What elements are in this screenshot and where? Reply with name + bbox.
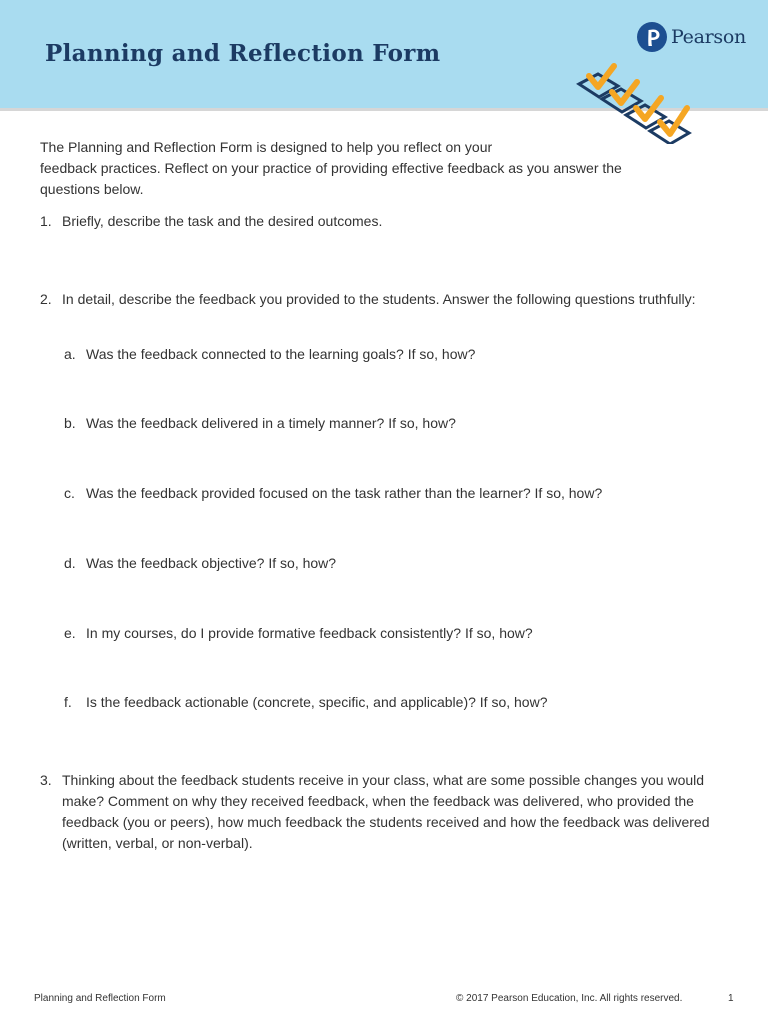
- question-text: Thinking about the feedback students receive in your class, what are some possible changes you would make? Comment on why they received feedback, when the feedback was delivered, who provided the feedback (you or peers), how much feedback the students received and how the feedback was delivered (written, verbal, or non-verbal).: [62, 772, 710, 851]
- subquestion-letter: e.: [64, 625, 76, 641]
- page-title: Planning and Reflection Form: [45, 40, 441, 67]
- subquestion-a: [64, 344, 744, 365]
- brand-name: Pearson: [671, 26, 746, 48]
- subquestion-letter: c.: [64, 485, 75, 501]
- brand: [637, 21, 746, 53]
- intro-line: feedback practices. Reflect on your practice of providing effective feedback as you answer the: [40, 160, 622, 176]
- intro-paragraph: [40, 137, 710, 200]
- subquestion-letter: d.: [64, 555, 76, 571]
- checklist-icon: [574, 60, 698, 144]
- subquestion-text: Is the feedback actionable (concrete, specific, and applicable)? If so, how?: [86, 694, 548, 710]
- subquestion-e: [64, 623, 744, 644]
- subquestion-letter: f.: [64, 694, 72, 710]
- subquestion-letter: a.: [64, 346, 76, 362]
- subquestion-d: [64, 553, 744, 574]
- question-text: In detail, describe the feedback you provided to the students. Answer the following questions truthfully:: [62, 291, 696, 307]
- subquestion-f: [64, 692, 744, 713]
- question-3: [40, 770, 740, 854]
- footer-title: Planning and Reflection Form: [34, 993, 166, 1004]
- subquestion-b: [64, 413, 744, 434]
- question-2: [40, 289, 740, 310]
- subquestion-text: Was the feedback delivered in a timely manner? If so, how?: [86, 415, 456, 431]
- subquestion-text: Was the feedback provided focused on the task rather than the learner? If so, how?: [86, 485, 603, 501]
- subquestion-text: Was the feedback connected to the learning goals? If so, how?: [86, 346, 476, 362]
- question-1: [40, 211, 740, 232]
- footer-copyright: © 2017 Pearson Education, Inc. All rights reserved.: [456, 993, 683, 1004]
- subquestion-letter: b.: [64, 415, 76, 431]
- subquestion-c: [64, 483, 744, 504]
- question-text: Briefly, describe the task and the desired outcomes.: [62, 213, 383, 229]
- pearson-logo-icon: [637, 22, 667, 52]
- question-number: 1.: [40, 213, 52, 229]
- footer-page-number: 1: [728, 993, 734, 1004]
- intro-line: questions below.: [40, 181, 144, 197]
- intro-line: The Planning and Reflection Form is designed to help you reflect on your: [40, 139, 493, 155]
- subquestion-text: In my courses, do I provide formative feedback consistently? If so, how?: [86, 625, 533, 641]
- subquestion-text: Was the feedback objective? If so, how?: [86, 555, 337, 571]
- question-number: 2.: [40, 291, 52, 307]
- question-number: 3.: [40, 772, 52, 788]
